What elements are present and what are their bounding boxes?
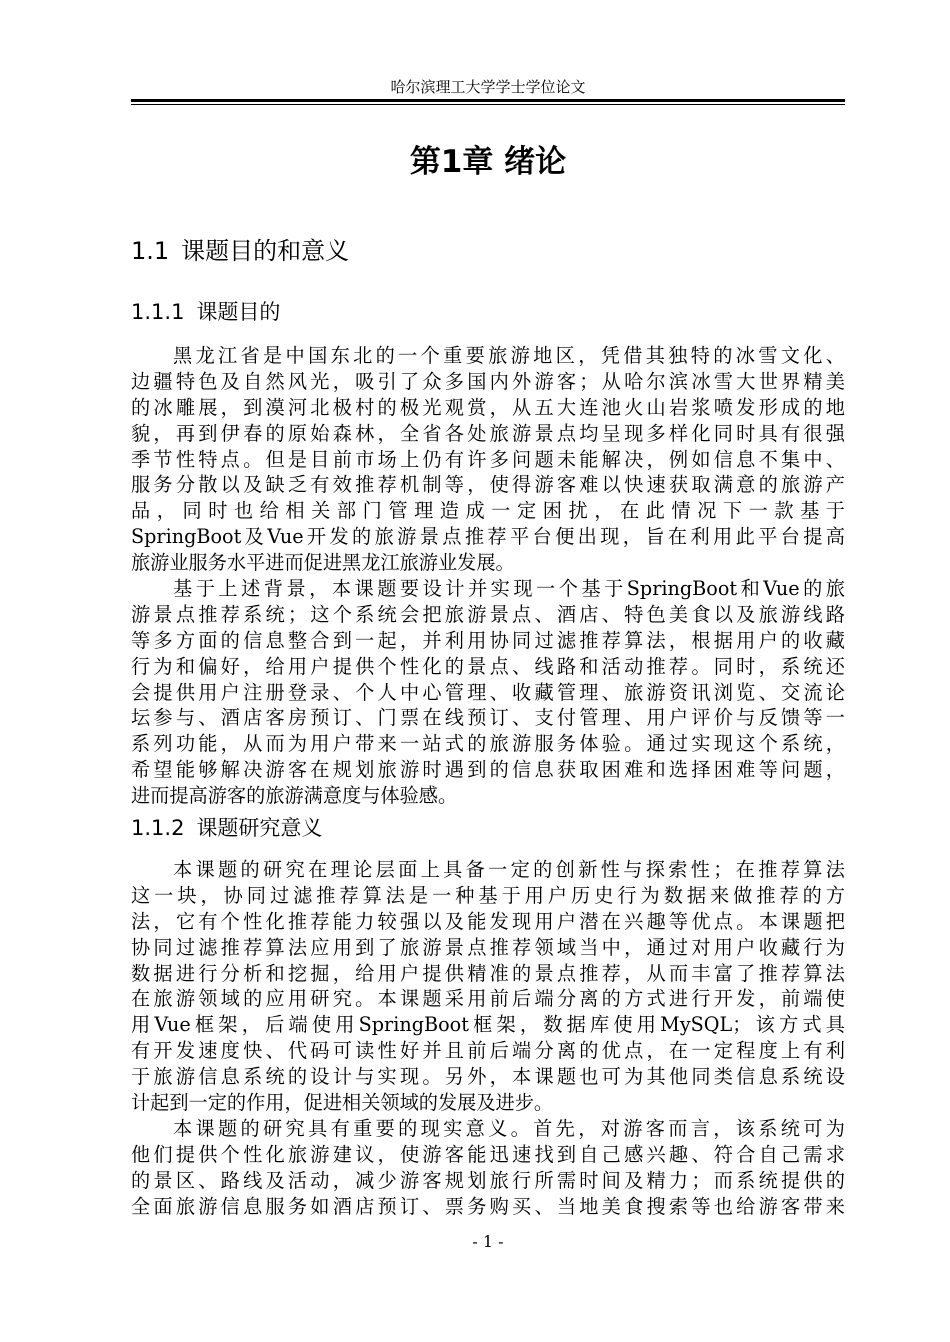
text-line: 基于上述背景，本课题要设计并实现一个基于SpringBoot和Vue的旅: [173, 577, 845, 600]
text-line: 全面旅游信息服务如酒店预订、票务购买、当地美食搜索等也给游客带来: [131, 1194, 845, 1218]
text-line: 法，它有个性化推荐能力较强以及能发现用户潜在兴趣等优点。本课题把: [131, 909, 845, 933]
text-line: 等多方面的信息整合到一起，并利用协同过滤推荐算法，根据用户的收藏: [131, 628, 845, 652]
running-header: 哈尔滨理工大学学士学位论文: [390, 78, 586, 96]
text-line: 系列功能，从而为用户带来一站式的旅游服务体验。通过实现这个系统，: [131, 732, 845, 756]
header-rule-thick: [131, 99, 845, 102]
chapter-title: 第1章 绪论: [409, 144, 567, 180]
header-rule-thin: [131, 104, 845, 105]
subsection-title-1-1-1: [131, 296, 280, 328]
text-line: 希望能够解决游客在规划旅游时遇到的信息获取困难和选择困难等问题，: [131, 758, 845, 782]
text-line: 服务分散以及缺乏有效推荐机制等，使得游客难以快速获取满意的旅游产: [131, 473, 845, 497]
text-line: 坛参与、酒店客房预订、门票在线预订、支付管理、用户评价与反馈等一: [131, 706, 845, 730]
text-line: 季节性特点。但是目前市场上仍有许多问题未能解决，例如信息不集中、: [131, 447, 845, 471]
subsection-heading-text: 课题研究意义: [196, 816, 323, 840]
subsection-title-1-1-2: [131, 812, 322, 844]
text-line: 本课题的研究具有重要的现实意义。首先，对游客而言，该系统可为: [173, 1117, 845, 1140]
subsection-number: 1.1.2: [131, 816, 185, 840]
text-line: 的冰雕展，到漠河北极村的极光观赏，从五大连池火山岩浆喷发形成的地: [131, 395, 845, 419]
text-line: 黑龙江省是中国东北的一个重要旅游地区，凭借其独特的冰雪文化、: [173, 344, 845, 367]
text-line: 的景区、路线及活动，减少游客规划旅行所需时间及精力；而系统提供的: [131, 1168, 845, 1192]
text-line: 他们提供个性化旅游建议，使游客能迅速找到自己感兴趣、符合自己需求: [131, 1142, 845, 1166]
text-line: 用Vue框架，后端使用SpringBoot框架，数据库使用MySQL；该方式具: [131, 1013, 845, 1037]
text-line: 品，同时也给相关部门管理造成一定困扰，在此情况下一款基于: [131, 499, 845, 523]
text-line: 这一块，协同过滤推荐算法是一种基于用户历史行为数据来做推荐的方: [131, 883, 845, 907]
section-title-1-1: [131, 233, 349, 269]
paragraph-significance-1: [131, 857, 845, 1116]
text-line: 在旅游领域的应用研究。本课题采用前后端分离的方式进行开发，前端使: [131, 987, 845, 1011]
text-line: SpringBoot及Vue开发的旅游景点推荐平台便出现，旨在利用此平台提高: [131, 525, 845, 549]
text-line: 于旅游信息系统的设计与实现。另外，本课题也可为其他同类信息系统设: [131, 1065, 845, 1089]
text-line: 边疆特色及自然风光，吸引了众多国内外游客；从哈尔滨冰雪大世界精美: [131, 369, 845, 393]
paragraph-significance-2: [131, 1116, 845, 1220]
text-line: 有开发速度快、代码可读性好并且前后端分离的优点，在一定程度上有利: [131, 1039, 845, 1063]
section-heading-text: 课题目的和意义: [181, 237, 350, 265]
paragraph-purpose-1: [131, 343, 845, 576]
paragraph-purpose-2: [131, 576, 845, 809]
text-line: 数据进行分析和挖掘，给用户提供精准的景点推荐，从而丰富了推荐算法: [131, 961, 845, 985]
text-line: 会提供用户注册登录、个人中心管理、收藏管理、旅游资讯浏览、交流论: [131, 680, 845, 704]
text-line: 协同过滤推荐算法应用到了旅游景点推荐领域当中，通过对用户收藏行为: [131, 935, 845, 959]
subsection-heading-text: 课题目的: [196, 300, 281, 324]
text-line: 行为和偏好，给用户提供个性化的景点、线路和活动推荐。同时，系统还: [131, 654, 845, 678]
text-line: 游景点推荐系统；这个系统会把旅游景点、酒店、特色美食以及旅游线路: [131, 602, 845, 626]
text-line: 进而提高游客的旅游满意度与体验感。: [131, 784, 458, 808]
text-line: 旅游业服务水平进而促进黑龙江旅游业发展。: [131, 551, 515, 575]
page-number: - 1 -: [472, 1232, 504, 1251]
section-number: 1.1: [131, 237, 170, 265]
text-line: 本课题的研究在理论层面上具备一定的创新性与探索性；在推荐算法: [173, 858, 845, 881]
text-line: 貌，再到伊春的原始森林，全省各处旅游景点均呈现多样化同时具有很强: [131, 421, 845, 445]
text-line: 计起到一定的作用，促进相关领域的发展及进步。: [131, 1091, 554, 1115]
subsection-number: 1.1.1: [131, 300, 185, 324]
